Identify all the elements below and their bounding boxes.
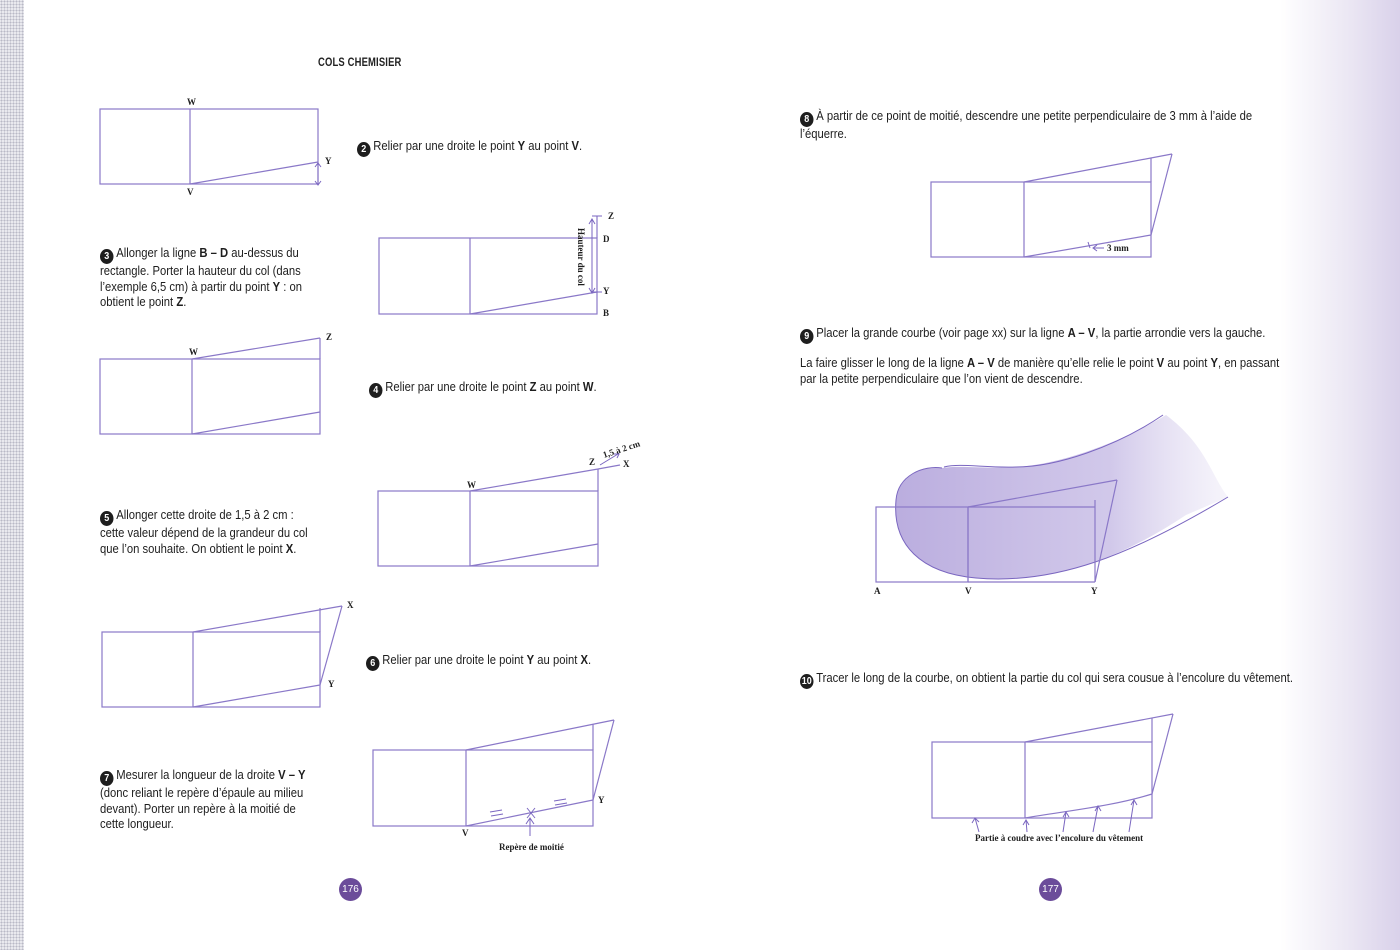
step-number-6: 6 [366,656,380,671]
step-2-text: 2 Relier par une droite le point Y au point V. [357,139,627,157]
step-9-text: 9 Placer la grande courbe (voir page xx) sur la ligne A – V, la partie arrondie vers la gauche. [800,326,1286,344]
label-y: Y [328,679,335,689]
figure-step-3 [370,208,640,323]
label-z: Z [326,332,333,342]
label-x: X [623,459,630,469]
label-y: Y [325,156,332,166]
step-3-text: 3 Allonger la ligne B – D au-dessus du rectangle. Porter la hauteur du col (dans l’exemple 6,5 cm) à partir du point Y : on obtient le point Z. [100,246,302,309]
step-number-3: 3 [100,249,114,264]
label-extension: 1,5 à 2 cm [601,438,642,460]
page-number-right: 177 [1039,878,1062,901]
step-number-10: 10 [801,676,812,687]
figure-step-6 [92,598,362,713]
binding-edge-left [0,0,24,950]
label-v: V [462,828,469,838]
figure-step-10 [923,708,1188,853]
label-y: Y [603,286,610,296]
figure-step-7 [364,712,639,857]
step-4-text: 4 Relier par une droite le point Z au point W. [369,380,639,398]
figure-step-5 [368,438,648,575]
page-edge-right [1280,0,1400,950]
label-repere-de-moitie: Repère de moitié [499,842,564,852]
step-number-4: 4 [369,383,383,398]
figure-step-2 [90,94,350,204]
step-number-5: 5 [100,511,114,526]
step-number-2: 2 [357,142,371,157]
figure-step-9-curve [866,405,1246,605]
step-7-text: 7 Mesurer la longueur de la droite V – Y (donc reliant le repère d’épaule au milieu devant). Porter un repère à la moitié de cette longueur. [100,768,306,831]
label-x: X [347,600,354,610]
label-y: Y [598,795,605,805]
figure-step-8 [922,148,1182,263]
label-3-mm: 3 mm [1107,243,1129,253]
page-header: COLS CHEMISIER [318,57,402,69]
label-y: Y [1091,586,1098,596]
label-w: W [467,480,476,490]
step-number-9: 9 [800,329,814,344]
step-8-text: 8 À partir de ce point de moitié, descendre une petite perpendiculaire de 3 mm à l’aide de l’équerre. [800,109,1253,141]
page-number-left: 176 [339,878,362,901]
figure-step-4 [90,330,350,445]
label-z: Z [608,211,615,221]
label-v: V [965,586,972,596]
step-5-text: 5 Allonger cette droite de 1,5 à 2 cm : cette valeur dépend de la grandeur du col que l’on souhaite. On obtient le point X. [100,508,308,556]
label-d: D [603,234,610,244]
label-v: V [187,187,194,197]
label-hauteur-du-col: Hauteur du col [576,228,586,286]
label-w: W [189,347,198,357]
label-partie-a-coudre: Partie à coudre avec l’encolure du vêtement [975,833,1144,843]
step-9-detail-text: La faire glisser le long de la ligne A – V de manière qu’elle relie le point V au point Y, en passant par la petite perpendiculaire que l’on vient de descendre. [800,356,1280,386]
label-b: B [603,308,610,318]
label-w: W [187,97,196,107]
step-number-7: 7 [100,771,114,786]
step-10-text: 10 Tracer le long de la courbe, on obtient la partie du col qui sera cousue à l’encolure du vêtement. [801,671,1293,687]
label-a: A [874,586,881,596]
step-6-text: 6 Relier par une droite le point Y au point X. [366,653,636,671]
label-z: Z [589,457,596,467]
step-number-8: 8 [800,112,814,127]
